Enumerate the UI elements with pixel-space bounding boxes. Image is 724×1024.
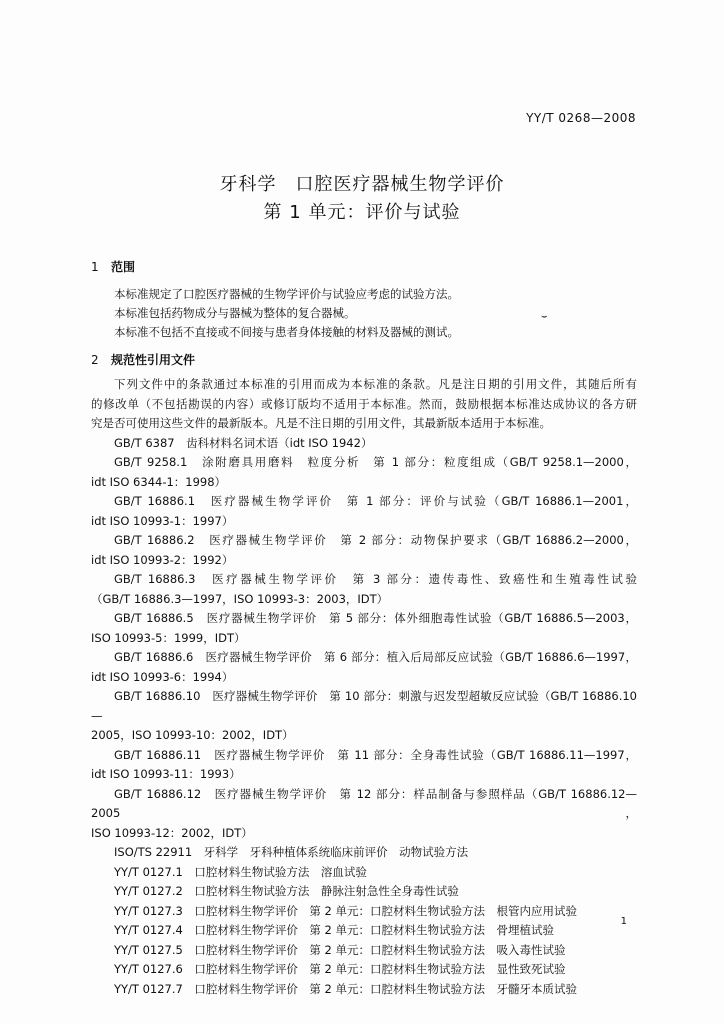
stray-mark: ⌣: [541, 311, 548, 322]
reference-item-continuation: idt ISO 10993-11：1993）: [91, 767, 241, 781]
reference-item: ISO/TS 22911 牙科学 牙科种植体系统临床前评价 动物试验方法: [114, 845, 469, 859]
section-1-heading: [91, 258, 135, 275]
scope-line-2: 本标准包括药物成分与器械为整体的复合器械。: [114, 306, 356, 320]
reference-item: GB/T 16886.3 医疗器械生物学评价 第 3 部分：遗传毒性、致癌性和生殖毒性试验: [114, 572, 637, 586]
intro-line: 究是否可使用这些文件的最新版本。凡是不注日期的引用文件，其最新版本适用于本标准。: [91, 416, 551, 430]
scope-line-3: 本标准不包括不直接或不间接与患者身体接触的材料及器械的测试。: [114, 325, 459, 339]
reference-item: GB/T 16886.11 医疗器械生物学评价 第 11 部分：全身毒性试验（GB/T 16886.11—1997，: [114, 747, 637, 762]
reference-item-continuation: idt ISO 6344-1：1998）: [91, 474, 227, 489]
title-line-1: 牙科学 口腔医疗器械生物学评价: [219, 174, 505, 195]
normative-references: [91, 375, 637, 999]
reference-item: GB/T 16886.1 医疗器械生物学评价 第 1 部分：评价与试验（GB/T 16886.1—2001，: [114, 494, 637, 508]
reference-item-continuation: （GB/T 16886.3—1997，ISO 10993-3：2003，IDT）: [91, 591, 389, 606]
reference-item: YY/T 0127.3 口腔材料生物学评价 第 2 单元：口腔材料生物试验方法 根管内应用试验: [114, 903, 577, 918]
section-2-title: 规范性引用文件: [111, 353, 196, 367]
standard-number: YY/T 0268—2008: [526, 111, 636, 125]
intro-line: 的修改单（不包括勘误的内容）或修订版均不适用于本标准。然而，鼓励根据本标准达成协议的各方研: [91, 396, 637, 411]
reference-item-continuation: ISO 10993-12：2002，IDT）: [91, 825, 253, 840]
intro-line: 下列文件中的条款通过本标准的引用而成为本标准的条款。凡是注日期的引用文件，其随后所有: [114, 377, 637, 391]
reference-item: GB/T 16886.10 医疗器械生物学评价 第 10 部分：刺激与迟发型超敏反应试验（GB/T 16886.10—: [91, 689, 637, 723]
reference-item-continuation: idt ISO 10993-6：1994）: [91, 669, 234, 684]
reference-item: YY/T 0127.6 口腔材料生物学评价 第 2 单元：口腔材料生物试验方法 显性致死试验: [114, 962, 566, 976]
reference-item: YY/T 0127.5 口腔材料生物学评价 第 2 单元：口腔材料生物试验方法 吸入毒性试验: [114, 942, 566, 957]
reference-item: GB/T 9258.1 涂附磨具用磨料 粒度分析 第 1 部分：粒度组成（GB/T 9258.1—2000，: [114, 455, 637, 469]
title-line-2: 第 1 单元：评价与试验: [263, 202, 461, 223]
scope-line-1: 本标准规定了口腔医疗器械的生物学评价与试验应考虑的试验方法。: [114, 287, 459, 301]
reference-item-continuation: ISO 10993-5：1999，IDT）: [91, 630, 246, 645]
section-2-number: 2: [91, 353, 99, 367]
reference-item: YY/T 0127.2 口腔材料生物试验方法 静脉注射急性全身毒性试验: [114, 884, 459, 898]
reference-item: GB/T 16886.12 医疗器械生物学评价 第 12 部分：样品制备与参照样品（GB/T 16886.12—2005，: [91, 786, 637, 820]
reference-item-continuation: idt ISO 10993-2：1992）: [91, 552, 234, 567]
reference-item: YY/T 0127.7 口腔材料生物学评价 第 2 单元：口腔材料生物试验方法 牙髓牙本质试验: [114, 981, 577, 996]
reference-item: GB/T 6387 齿科材料名词术语（idt ISO 1942）: [114, 435, 373, 450]
section-2-heading: [91, 351, 195, 368]
section-1-title: 范围: [111, 260, 136, 274]
reference-item: YY/T 0127.4 口腔材料生物学评价 第 2 单元：口腔材料生物试验方法 骨埋植试验: [114, 923, 554, 937]
reference-item: GB/T 16886.2 医疗器械生物学评价 第 2 部分：动物保护要求（GB/T 16886.2—2000，: [114, 533, 637, 547]
reference-item: GB/T 16886.6 医疗器械生物学评价 第 6 部分：植入后局部反应试验（GB/T 16886.6—1997，: [114, 650, 637, 664]
reference-item-continuation: idt ISO 10993-1：1997）: [91, 513, 234, 528]
reference-item: YY/T 0127.1 口腔材料生物试验方法 溶血试验: [114, 864, 367, 879]
reference-item: GB/T 16886.5 医疗器械生物学评价 第 5 部分：体外细胞毒性试验（GB/T 16886.5—2003，: [114, 611, 637, 625]
page-number: 1: [620, 916, 627, 927]
reference-item-continuation: 2005，ISO 10993-10：2002，IDT）: [91, 728, 294, 742]
section-1-number: 1: [91, 260, 99, 274]
